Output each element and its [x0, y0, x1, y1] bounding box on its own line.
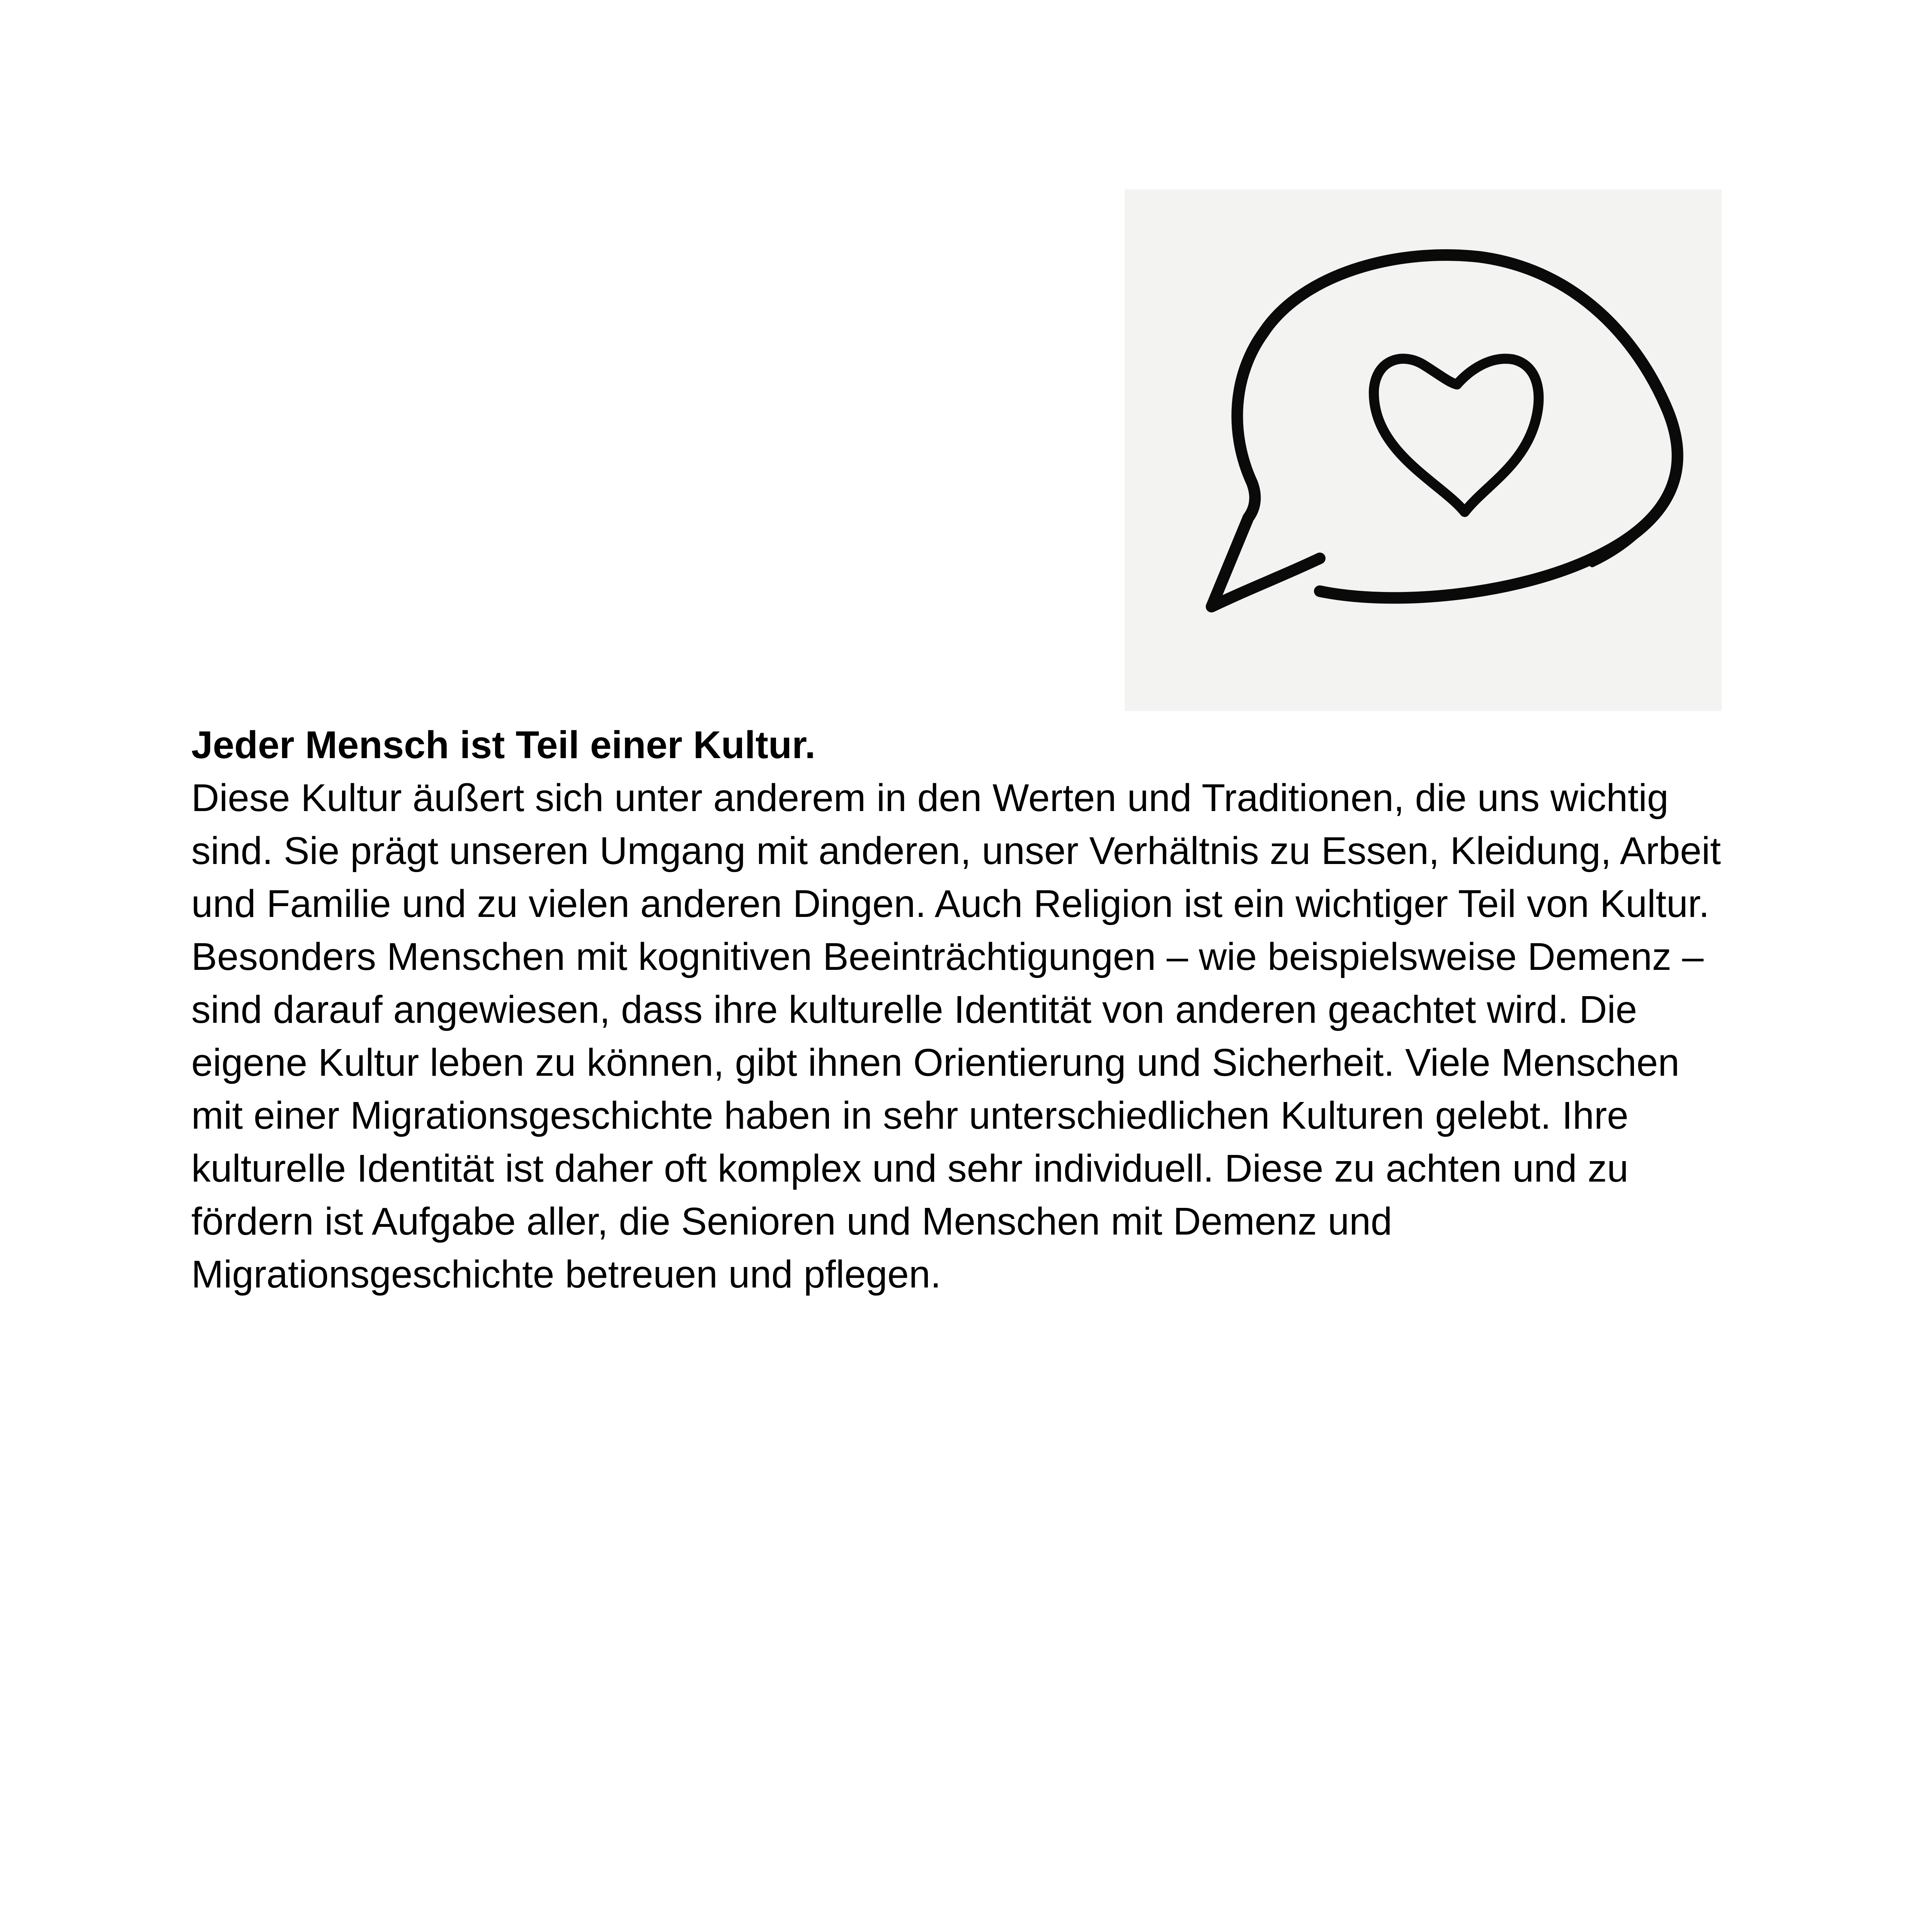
speech-bubble-heart-icon [1125, 189, 1722, 711]
intro-heading: Jeder Mensch ist Teil einer Kultur. [191, 723, 816, 767]
speech-bubble-inner-stroke [1592, 404, 1675, 564]
intro-body: Diese Kultur äußert sich unter anderem in den Werten und Traditionen, die uns wichtig sind. Sie prägt unseren Umgang mit anderen, unser Verhältnis zu Essen, Kleidung, Arbeit und Familie und zu vielen anderen Dingen. Auch Religion ist ein wichtiger Teil von Kultur. Besonders Menschen mit kognitiven Beeinträchtigungen – wie beispielsweise Demenz – sind darauf angewiesen, dass ihre kulturelle Identität von anderen geachtet wird. Die eigene Kultur leben zu können, gibt ihnen Orientierung und Sicherheit. Viele Menschen mit einer Migrationsgeschichte haben in sehr unterschiedlichen Kulturen gelebt. Ihre kulturelle Identität ist daher oft komplex und sehr individuell. Diese zu achten und zu fördern ist Aufgabe aller, die Senioren und Menschen mit Demenz und Migrationsgeschichte betreuen und pflegen. [191, 776, 1721, 1296]
speech-bubble-illustration [1125, 189, 1722, 711]
intro-section [191, 719, 1741, 1301]
heart-shape [1374, 359, 1539, 512]
